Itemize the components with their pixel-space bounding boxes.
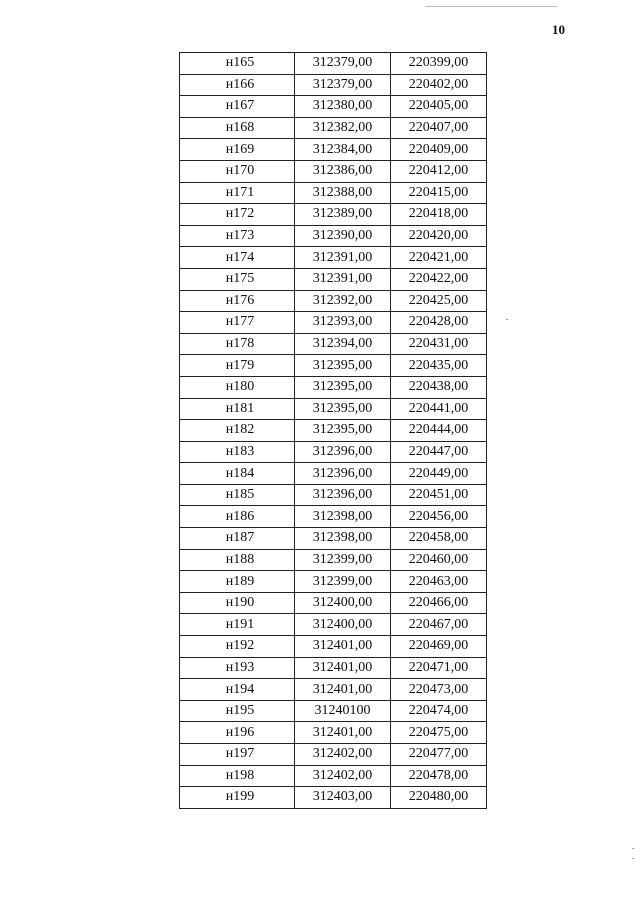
y-coordinate-cell: 220407,00: [391, 117, 487, 139]
x-coordinate-cell: 312395,00: [295, 420, 391, 442]
y-coordinate-cell: 220441,00: [391, 398, 487, 420]
table-row: [180, 225, 487, 247]
point-id-cell: н171: [180, 182, 295, 204]
y-coordinate-cell: 220399,00: [391, 53, 487, 75]
y-coordinate-cell: 220463,00: [391, 571, 487, 593]
y-coordinate-cell: 220428,00: [391, 312, 487, 334]
y-coordinate-cell: 220466,00: [391, 592, 487, 614]
table-row: [180, 571, 487, 593]
x-coordinate-cell: 312401,00: [295, 722, 391, 744]
y-coordinate-cell: 220458,00: [391, 528, 487, 550]
table-row: [180, 765, 487, 787]
point-id-cell: н193: [180, 657, 295, 679]
table-row: [180, 657, 487, 679]
point-id-cell: н184: [180, 463, 295, 485]
x-coordinate-cell: 312395,00: [295, 398, 391, 420]
x-coordinate-cell: 312395,00: [295, 376, 391, 398]
table-row: [180, 528, 487, 550]
table-row: [180, 268, 487, 290]
x-coordinate-cell: 312384,00: [295, 139, 391, 161]
point-id-cell: н174: [180, 247, 295, 269]
x-coordinate-cell: 312402,00: [295, 744, 391, 766]
y-coordinate-cell: 220402,00: [391, 74, 487, 96]
y-coordinate-cell: 220475,00: [391, 722, 487, 744]
x-coordinate-cell: 312389,00: [295, 204, 391, 226]
point-id-cell: н195: [180, 700, 295, 722]
point-id-cell: н187: [180, 528, 295, 550]
y-coordinate-cell: 220405,00: [391, 96, 487, 118]
y-coordinate-cell: 220418,00: [391, 204, 487, 226]
point-id-cell: н170: [180, 160, 295, 182]
x-coordinate-cell: 312398,00: [295, 528, 391, 550]
x-coordinate-cell: 312380,00: [295, 96, 391, 118]
x-coordinate-cell: 312379,00: [295, 53, 391, 75]
y-coordinate-cell: 220474,00: [391, 700, 487, 722]
x-coordinate-cell: 312396,00: [295, 441, 391, 463]
point-id-cell: н189: [180, 571, 295, 593]
x-coordinate-cell: 312382,00: [295, 117, 391, 139]
y-coordinate-cell: 220438,00: [391, 376, 487, 398]
y-coordinate-cell: 220449,00: [391, 463, 487, 485]
point-id-cell: н166: [180, 74, 295, 96]
point-id-cell: н183: [180, 441, 295, 463]
table-row: [180, 204, 487, 226]
point-id-cell: н180: [180, 376, 295, 398]
point-id-cell: н169: [180, 139, 295, 161]
table-row: [180, 463, 487, 485]
y-coordinate-cell: 220412,00: [391, 160, 487, 182]
table-row: [180, 398, 487, 420]
table-row: [180, 247, 487, 269]
table-row: [180, 441, 487, 463]
point-id-cell: н185: [180, 484, 295, 506]
table-row: [180, 744, 487, 766]
point-id-cell: н198: [180, 765, 295, 787]
x-coordinate-cell: 312396,00: [295, 463, 391, 485]
y-coordinate-cell: 220409,00: [391, 139, 487, 161]
table-row: [180, 700, 487, 722]
table-row: [180, 679, 487, 701]
x-coordinate-cell: 312402,00: [295, 765, 391, 787]
x-coordinate-cell: 312391,00: [295, 268, 391, 290]
point-id-cell: н192: [180, 636, 295, 658]
point-id-cell: н179: [180, 355, 295, 377]
x-coordinate-cell: 312394,00: [295, 333, 391, 355]
point-id-cell: н172: [180, 204, 295, 226]
point-id-cell: н188: [180, 549, 295, 571]
point-id-cell: н173: [180, 225, 295, 247]
point-id-cell: н197: [180, 744, 295, 766]
table-row: [180, 96, 487, 118]
y-coordinate-cell: 220420,00: [391, 225, 487, 247]
y-coordinate-cell: 220467,00: [391, 614, 487, 636]
y-coordinate-cell: 220471,00: [391, 657, 487, 679]
x-coordinate-cell: 312401,00: [295, 636, 391, 658]
y-coordinate-cell: 220431,00: [391, 333, 487, 355]
x-coordinate-cell: 312399,00: [295, 571, 391, 593]
y-coordinate-cell: 220415,00: [391, 182, 487, 204]
point-id-cell: н199: [180, 787, 295, 809]
point-id-cell: н176: [180, 290, 295, 312]
point-id-cell: н178: [180, 333, 295, 355]
table-row: [180, 420, 487, 442]
table-row: [180, 355, 487, 377]
table-row: [180, 506, 487, 528]
table-row: [180, 182, 487, 204]
table-row: [180, 614, 487, 636]
x-coordinate-cell: 312403,00: [295, 787, 391, 809]
x-coordinate-cell: 312388,00: [295, 182, 391, 204]
scan-speck: [632, 848, 634, 849]
scan-speck: [506, 319, 508, 320]
point-id-cell: н191: [180, 614, 295, 636]
table-row: [180, 636, 487, 658]
y-coordinate-cell: 220473,00: [391, 679, 487, 701]
x-coordinate-cell: 312398,00: [295, 506, 391, 528]
point-id-cell: н181: [180, 398, 295, 420]
y-coordinate-cell: 220447,00: [391, 441, 487, 463]
table-row: [180, 312, 487, 334]
x-coordinate-cell: 312400,00: [295, 592, 391, 614]
table-row: [180, 376, 487, 398]
x-coordinate-cell: 312390,00: [295, 225, 391, 247]
y-coordinate-cell: 220477,00: [391, 744, 487, 766]
table-row: [180, 139, 487, 161]
point-id-cell: н165: [180, 53, 295, 75]
point-id-cell: н168: [180, 117, 295, 139]
header-rule: [425, 6, 557, 7]
y-coordinate-cell: 220451,00: [391, 484, 487, 506]
y-coordinate-cell: 220425,00: [391, 290, 487, 312]
point-id-cell: н196: [180, 722, 295, 744]
table-row: [180, 290, 487, 312]
table-row: [180, 484, 487, 506]
coordinates-table-body: [180, 53, 487, 809]
x-coordinate-cell: 312392,00: [295, 290, 391, 312]
y-coordinate-cell: 220469,00: [391, 636, 487, 658]
table-row: [180, 53, 487, 75]
point-id-cell: н182: [180, 420, 295, 442]
y-coordinate-cell: 220456,00: [391, 506, 487, 528]
point-id-cell: н167: [180, 96, 295, 118]
coordinates-table: [179, 52, 487, 809]
x-coordinate-cell: 312401,00: [295, 679, 391, 701]
scan-speck: [632, 858, 634, 859]
y-coordinate-cell: 220480,00: [391, 787, 487, 809]
table-row: [180, 160, 487, 182]
y-coordinate-cell: 220478,00: [391, 765, 487, 787]
table-row: [180, 74, 487, 96]
table-row: [180, 722, 487, 744]
table-row: [180, 333, 487, 355]
x-coordinate-cell: 312393,00: [295, 312, 391, 334]
x-coordinate-cell: 312399,00: [295, 549, 391, 571]
table-row: [180, 549, 487, 571]
x-coordinate-cell: 312379,00: [295, 74, 391, 96]
table-row: [180, 787, 487, 809]
x-coordinate-cell: 312386,00: [295, 160, 391, 182]
x-coordinate-cell: 312400,00: [295, 614, 391, 636]
page-number: 10: [552, 22, 565, 37]
table-row: [180, 592, 487, 614]
x-coordinate-cell: 312391,00: [295, 247, 391, 269]
y-coordinate-cell: 220422,00: [391, 268, 487, 290]
y-coordinate-cell: 220421,00: [391, 247, 487, 269]
y-coordinate-cell: 220460,00: [391, 549, 487, 571]
y-coordinate-cell: 220444,00: [391, 420, 487, 442]
x-coordinate-cell: 312396,00: [295, 484, 391, 506]
point-id-cell: н190: [180, 592, 295, 614]
point-id-cell: н186: [180, 506, 295, 528]
point-id-cell: н175: [180, 268, 295, 290]
point-id-cell: н177: [180, 312, 295, 334]
point-id-cell: н194: [180, 679, 295, 701]
table-row: [180, 117, 487, 139]
x-coordinate-cell: 312401,00: [295, 657, 391, 679]
x-coordinate-cell: 312395,00: [295, 355, 391, 377]
y-coordinate-cell: 220435,00: [391, 355, 487, 377]
x-coordinate-cell: 31240100: [295, 700, 391, 722]
